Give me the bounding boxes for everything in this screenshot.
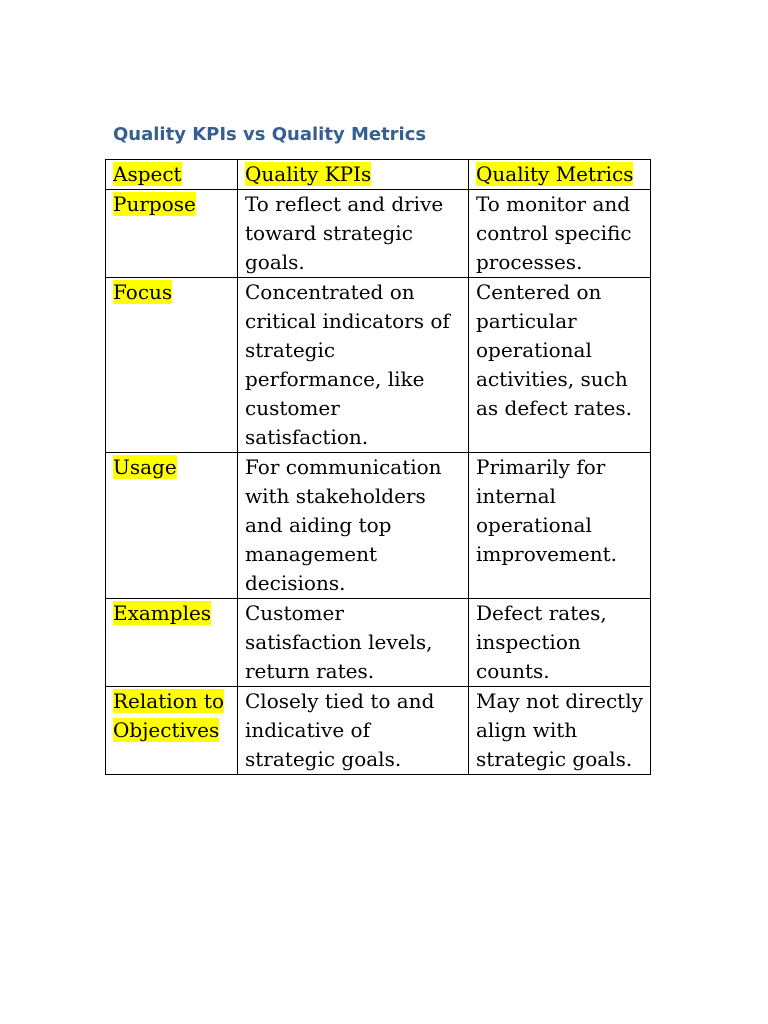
table-row bbox=[106, 278, 651, 453]
header-cell-aspect bbox=[106, 160, 238, 190]
document-title: Quality KPIs vs Quality Metrics bbox=[113, 124, 427, 145]
header-quality-kpis: Quality KPIs bbox=[245, 162, 372, 186]
metric-cell: To monitor and control specific processes. bbox=[469, 190, 651, 278]
table-row bbox=[106, 190, 651, 278]
header-aspect: Aspect bbox=[113, 162, 182, 186]
aspect-label: Usage bbox=[113, 455, 177, 479]
aspect-label: Examples bbox=[113, 601, 212, 625]
metric-cell: Centered on particular operational activities, such as defect rates. bbox=[469, 278, 651, 453]
aspect-cell bbox=[106, 453, 238, 599]
aspect-cell bbox=[106, 599, 238, 687]
aspect-cell bbox=[106, 190, 238, 278]
aspect-label: Relation to Objectives bbox=[113, 689, 225, 742]
kpi-cell: Customer satisfaction levels, return rates. bbox=[238, 599, 469, 687]
table-row bbox=[106, 453, 651, 599]
kpi-cell: Concentrated on critical indicators of strategic performance, like customer satisfaction. bbox=[238, 278, 469, 453]
comparison-table bbox=[105, 159, 651, 775]
metric-cell: Primarily for internal operational improvement. bbox=[469, 453, 651, 599]
table-header-row bbox=[106, 160, 651, 190]
kpi-cell: For communication with stakeholders and aiding top management decisions. bbox=[238, 453, 469, 599]
header-quality-metrics: Quality Metrics bbox=[476, 162, 634, 186]
aspect-label: Focus bbox=[113, 280, 173, 304]
table-row bbox=[106, 599, 651, 687]
metric-cell: May not directly align with strategic goals. bbox=[469, 687, 651, 775]
header-cell-metrics bbox=[469, 160, 651, 190]
aspect-label: Purpose bbox=[113, 192, 196, 216]
kpi-cell: To reflect and drive toward strategic goals. bbox=[238, 190, 469, 278]
header-cell-kpis bbox=[238, 160, 469, 190]
metric-cell: Defect rates, inspection counts. bbox=[469, 599, 651, 687]
aspect-cell bbox=[106, 687, 238, 775]
table-row bbox=[106, 687, 651, 775]
kpi-cell: Closely tied to and indicative of strategic goals. bbox=[238, 687, 469, 775]
aspect-cell bbox=[106, 278, 238, 453]
